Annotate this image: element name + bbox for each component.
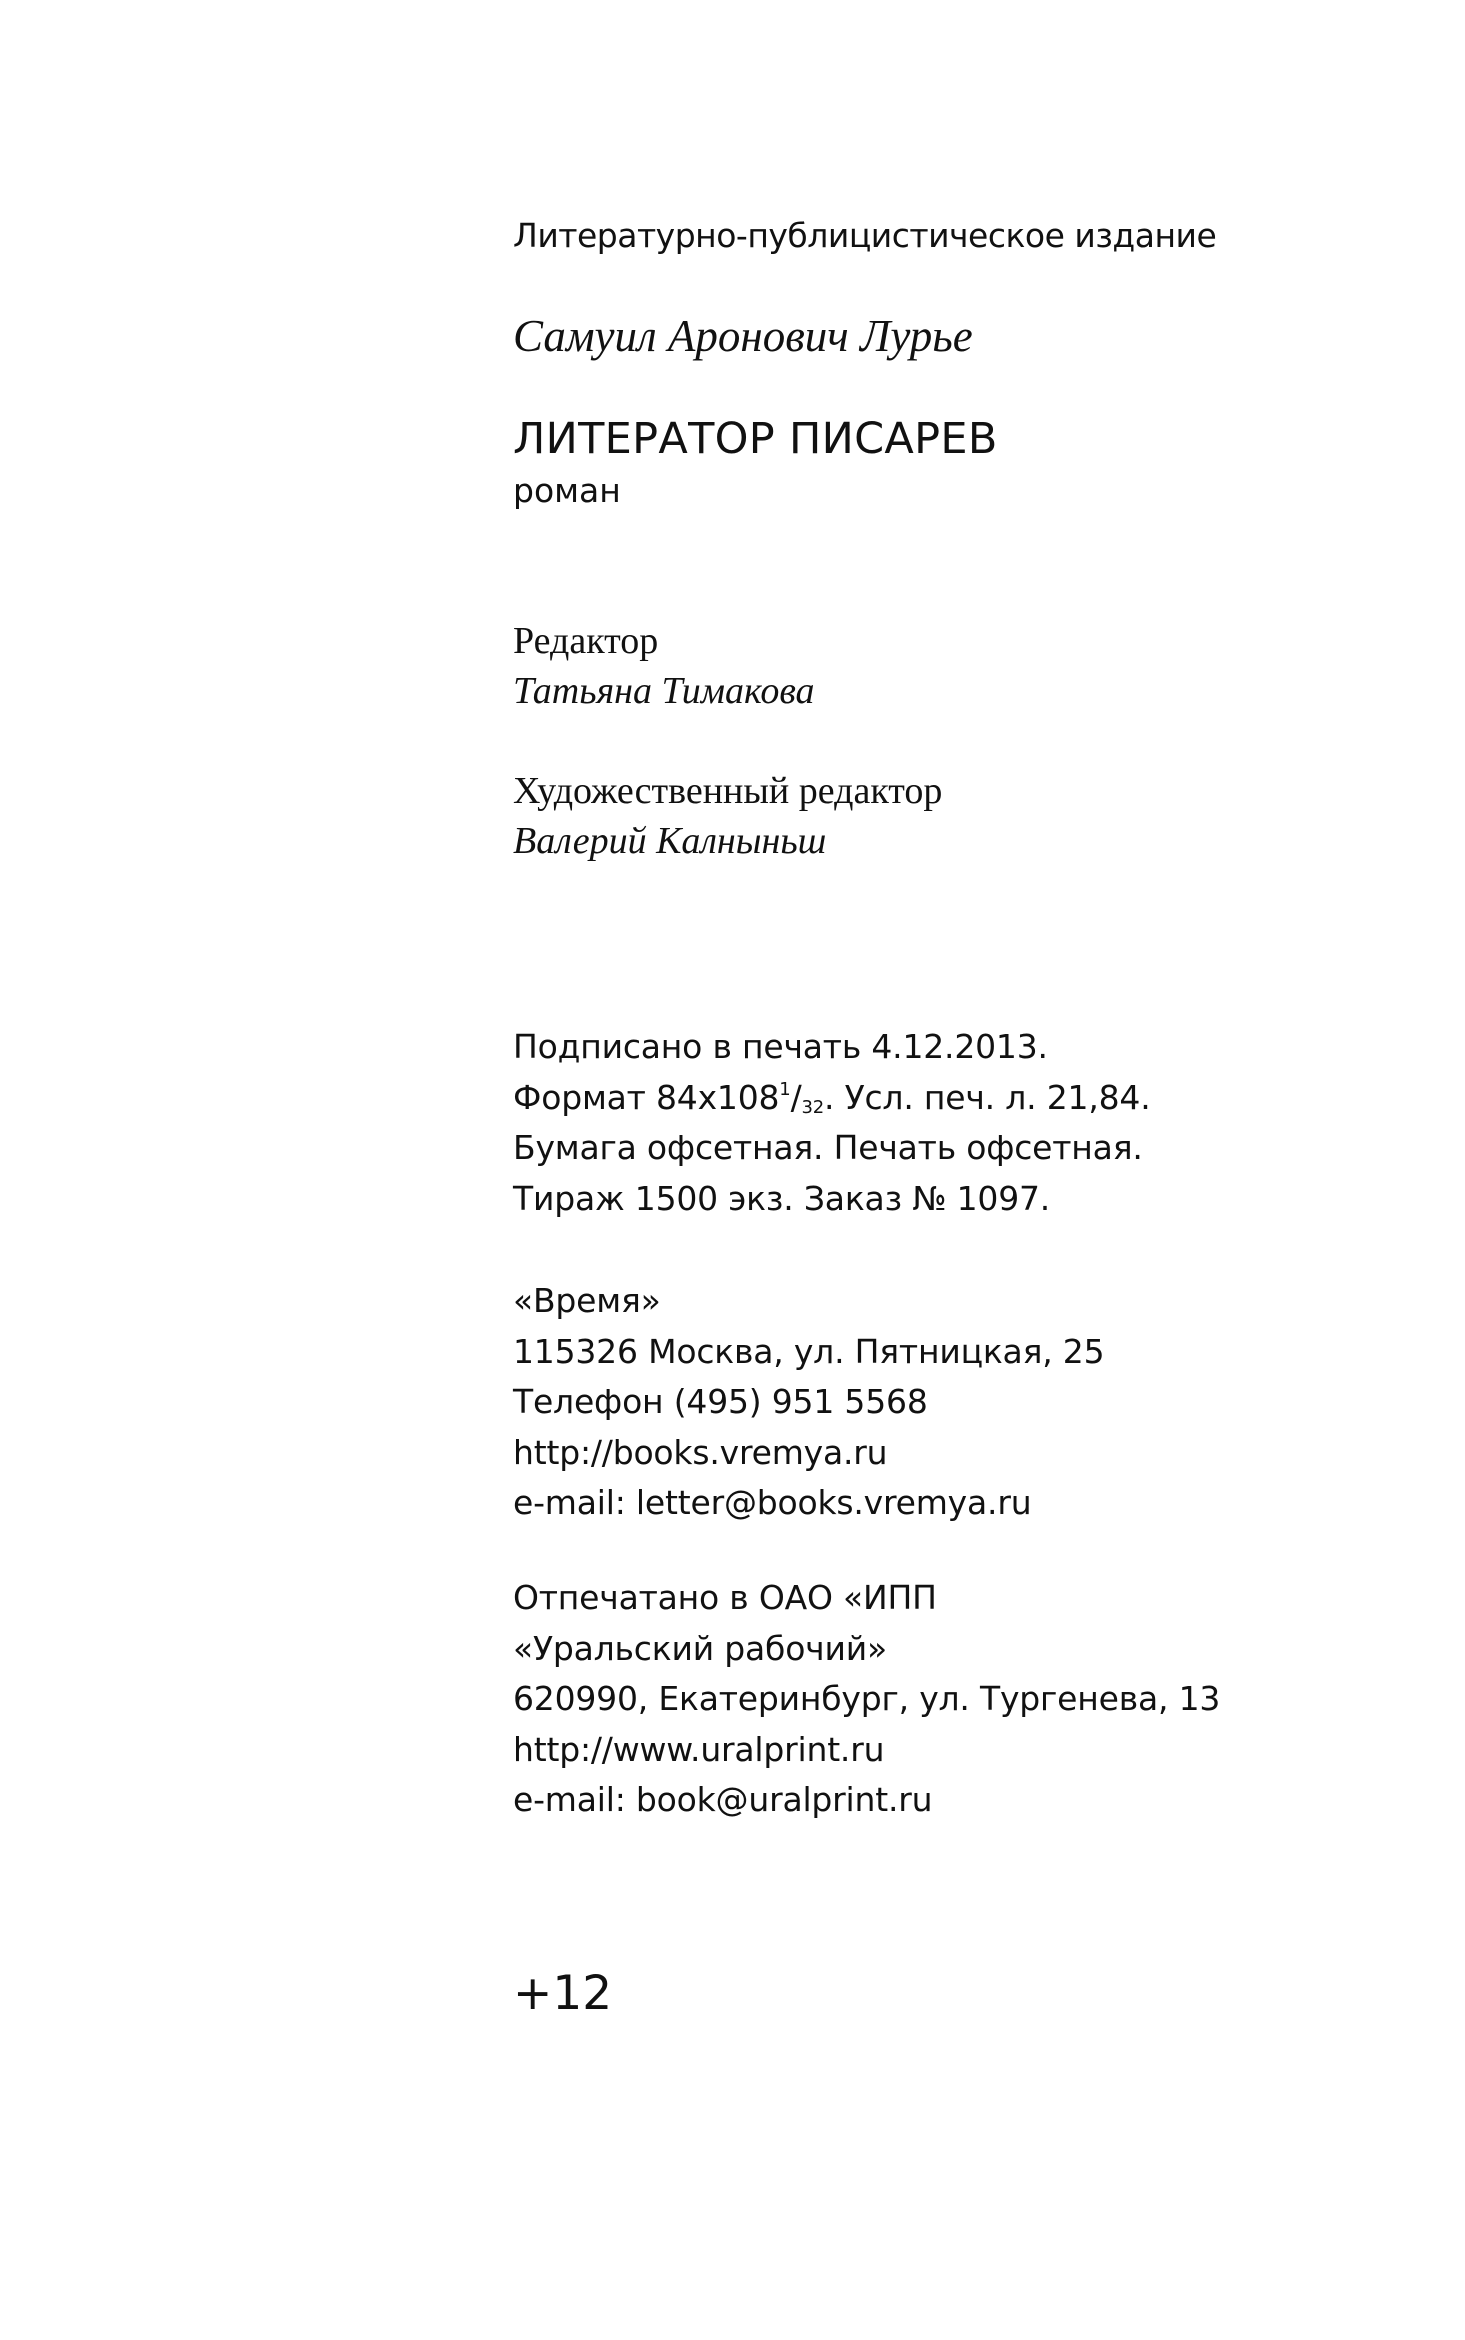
book-title: ЛИТЕРАТОР ПИСАРЕВ xyxy=(513,414,998,464)
printer-url: http://www.uralprint.ru xyxy=(513,1729,885,1769)
printer-line-1: Отпечатано в ОАО «ИПП xyxy=(513,1578,937,1617)
age-rating: +12 xyxy=(513,1966,613,2021)
signed-to-print: Подписано в печать 4.12.2013. xyxy=(513,1027,1048,1066)
publisher-address: 115326 Москва, ул. Пятницкая, 25 xyxy=(513,1331,1105,1371)
book-genre: роман xyxy=(513,471,621,510)
edition-type: Литературно-публицистическое издание xyxy=(513,216,1217,255)
publisher-details xyxy=(513,1276,1413,1529)
printer-line-2: «Уральский рабочий» xyxy=(513,1628,887,1668)
format-prefix: Формат 84х108 xyxy=(513,1077,780,1117)
printer-address: 620990, Екатеринбург, ул. Тургенева, 13 xyxy=(513,1679,1221,1718)
publisher-name: «Время» xyxy=(513,1281,661,1320)
art-editor-role: Художественный редактор xyxy=(513,770,943,812)
publisher-email: e-mail: letter@books.vremya.ru xyxy=(513,1483,1032,1522)
format-numerator: 1 xyxy=(779,1078,791,1100)
author-name: Самуил Аронович Лурье xyxy=(513,311,973,361)
publisher-phone: Телефон (495) 951 5568 xyxy=(513,1382,928,1421)
format-denominator: 32 xyxy=(801,1096,824,1118)
print-details xyxy=(513,1022,1413,1224)
run-line: Тираж 1500 экз. Заказ № 1097. xyxy=(513,1178,1051,1218)
format-suffix: . Усл. печ. л. 21,84. xyxy=(824,1077,1151,1117)
editor-name: Татьяна Тимакова xyxy=(513,670,815,712)
format-line xyxy=(513,1073,1413,1124)
paper-line: Бумага офсетная. Печать офсетная. xyxy=(513,1128,1143,1167)
editor-role: Редактор xyxy=(513,620,659,662)
printer-details xyxy=(513,1573,1413,1826)
art-editor-name: Валерий Калныньш xyxy=(513,820,827,862)
publisher-url: http://books.vremya.ru xyxy=(513,1432,888,1472)
format-slash: / xyxy=(790,1077,802,1117)
printer-email: e-mail: book@uralprint.ru xyxy=(513,1780,933,1819)
